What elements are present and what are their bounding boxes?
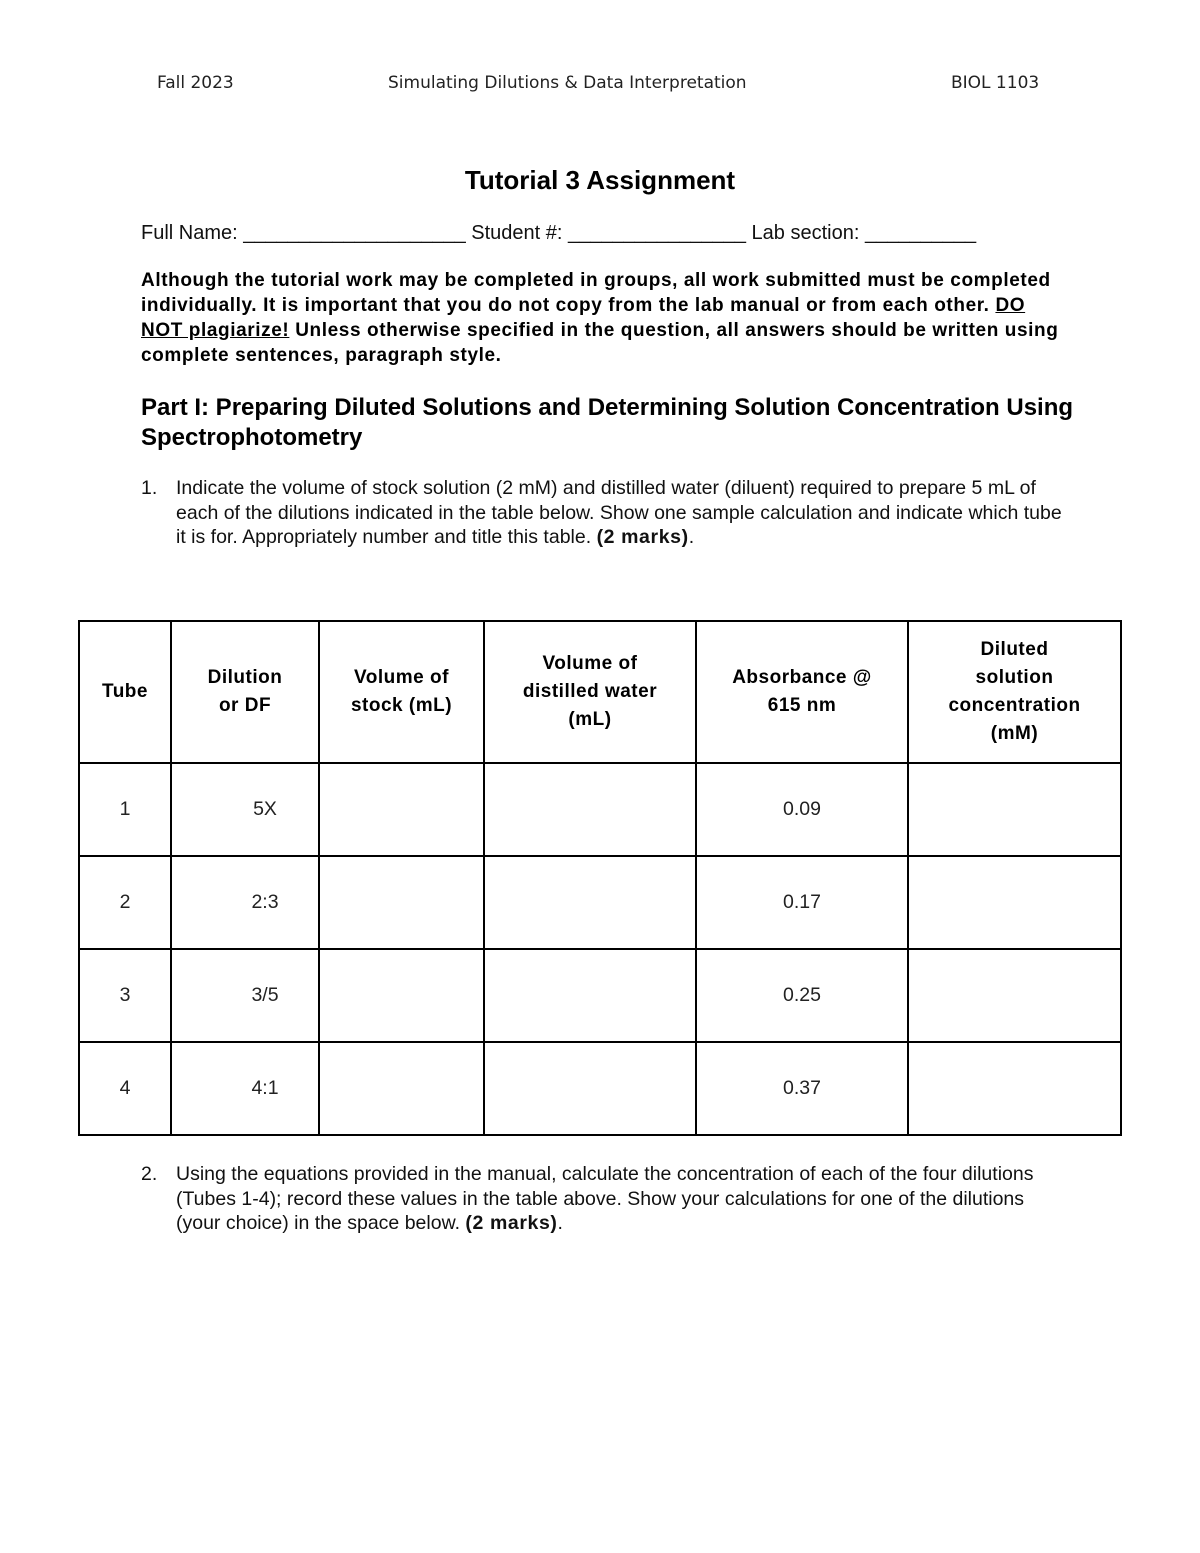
cell-dilution: 2:3	[171, 856, 319, 949]
question-body: Indicate the volume of stock solution (2 mM) and distilled water (diluent) required to prepare 5 mL of each of the dilutions indicated in the table below. Show one sample calculation and indicate which tube it is for. Appropriately number and title this table.	[176, 477, 1062, 548]
cell-water-volume[interactable]	[484, 763, 696, 856]
cell-absorbance: 0.37	[696, 1042, 908, 1135]
student-number-label: Student #:	[465, 222, 569, 244]
cell-concentration[interactable]	[908, 763, 1121, 856]
plagiarism-warning: DO NOT plagiarize!	[141, 295, 1026, 341]
question-text	[176, 1162, 1071, 1236]
cell-stock-volume[interactable]	[319, 856, 484, 949]
cell-dilution: 4:1	[171, 1042, 319, 1135]
question-body: Using the equations provided in the manual, calculate the concentration of each of the four dilutions (Tubes 1-4); record these values in the table above. Show your calculations for one of the dilutions (your choice) in the space below.	[176, 1163, 1034, 1234]
question-1	[141, 476, 1071, 550]
lab-section-label: Lab section:	[745, 222, 865, 244]
dilution-table	[78, 620, 1122, 1136]
cell-stock-volume[interactable]	[319, 1042, 484, 1135]
cell-water-volume[interactable]	[484, 1042, 696, 1135]
instructions-text-2: Unless otherwise specified in the question, all answers should be written using complete sentences, paragraph style.	[141, 320, 1059, 366]
cell-tube: 1	[79, 763, 171, 856]
student-number-field[interactable]: ________________	[568, 222, 746, 244]
header-absorbance: Absorbance @ 615 nm	[696, 621, 908, 763]
full-name-field[interactable]: ____________________	[243, 222, 466, 244]
question-end: .	[557, 1212, 563, 1234]
table-row	[79, 1042, 1121, 1135]
header-tube: Tube	[79, 621, 171, 763]
question-number: 1.	[141, 477, 158, 499]
instructions-text-1: Although the tutorial work may be completed in groups, all work submitted must be completed individually. It is important that you do not copy from the lab manual or from each other.	[141, 270, 1051, 316]
instructions-paragraph	[141, 268, 1061, 368]
table-row	[79, 763, 1121, 856]
cell-concentration[interactable]	[908, 1042, 1121, 1135]
cell-absorbance: 0.17	[696, 856, 908, 949]
header-course-code: BIOL 1103	[951, 73, 1040, 93]
header-term: Fall 2023	[157, 73, 234, 93]
header-water-volume: Volume of distilled water (mL)	[484, 621, 696, 763]
header-concentration: Diluted solution concentration (mM)	[908, 621, 1121, 763]
cell-water-volume[interactable]	[484, 949, 696, 1042]
cell-tube: 4	[79, 1042, 171, 1135]
table-row	[79, 949, 1121, 1042]
part-heading: Part I: Preparing Diluted Solutions and Determining Solution Concentration Using Spectrophotometry	[141, 394, 1074, 451]
full-name-label: Full Name:	[141, 222, 244, 244]
header-course-title: Simulating Dilutions & Data Interpretation	[388, 73, 747, 93]
question-marks: (2 marks)	[596, 526, 689, 548]
header-stock-volume: Volume of stock (mL)	[319, 621, 484, 763]
table-row	[79, 856, 1121, 949]
page-header	[0, 73, 1200, 99]
question-text	[176, 476, 1071, 550]
page-title: Tutorial 3 Assignment	[464, 165, 736, 195]
question-2	[141, 1162, 1071, 1236]
question-end: .	[688, 526, 695, 548]
cell-absorbance: 0.09	[696, 763, 908, 856]
header-dilution: Dilution or DF	[171, 621, 319, 763]
cell-absorbance: 0.25	[696, 949, 908, 1042]
question-marks: (2 marks)	[465, 1212, 558, 1234]
cell-concentration[interactable]	[908, 856, 1121, 949]
question-number: 2.	[141, 1163, 158, 1185]
lab-section-field[interactable]: __________	[864, 222, 977, 244]
cell-stock-volume[interactable]	[319, 763, 484, 856]
cell-tube: 2	[79, 856, 171, 949]
cell-water-volume[interactable]	[484, 856, 696, 949]
table-header-row	[79, 621, 1121, 763]
cell-stock-volume[interactable]	[319, 949, 484, 1042]
cell-concentration[interactable]	[908, 949, 1121, 1042]
student-info-line	[141, 222, 976, 245]
cell-dilution: 3/5	[171, 949, 319, 1042]
cell-dilution: 5X	[171, 763, 319, 856]
cell-tube: 3	[79, 949, 171, 1042]
